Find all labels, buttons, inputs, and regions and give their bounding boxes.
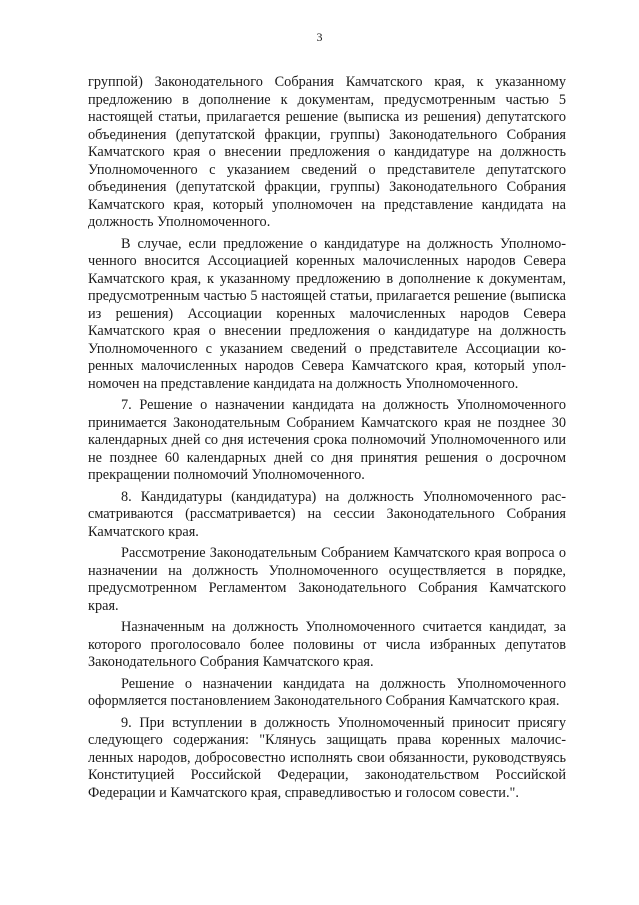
paragraph-resolution: Решение о назначении кандидата на должность Уполномоченного оформляется постановлением Законодательного Собрания Камчатского края. <box>88 675 566 709</box>
document-body <box>88 74 566 806</box>
paragraph-association: В случае, если предложение о кандидатуре на должность Уполномоченного вносится Ассоциацией коренных малочисленных народов Севера Камчатского края, к указанному предложению в дополнение к документам, предусмотренным частью 5 настоящей статьи, прилагается решение (выписка из решения) Ассоциации коренных малочисленных народов Севера Камчатского края о внесении предложения о кандидатуре на должность Уполномоченного с указанием сведений о представителе Ассоциации коренных малочисленных народов Севера Камчатского края, который уполномочен на представление кандидата на должность Уполномоченного. <box>88 235 566 392</box>
paragraph-item-8: 8. Кандидатуры (кандидатура) на должность Уполномоченного рассматриваются (рассматривается) на сессии Законодательного Собрания Камчатского края. <box>88 488 566 540</box>
paragraph-appointed: Назначенным на должность Уполномоченного считается кандидат, за которого проголосовало более половины от числа избранных депутатов Законодательного Собрания Камчатского края. <box>88 619 566 670</box>
paragraph-consideration: Рассмотрение Законодательным Собранием Камчатского края вопроса о назначении на должность Уполномоченного осуществляется в порядке, предусмотренном Регламентом Законодательного Собрания Камчатского края. <box>88 545 566 614</box>
paragraph-item-9: 9. При вступлении в должность Уполномоченный приносит присягу следующего содержания: "Клянусь защищать права коренных малочисленных народов, добросовестно исполнять свои обязанности, руководствуясь Конституцией Российской Федерации, законодательством Российской Федерации и Камчатского края, справедливостью и голосом совести.". <box>88 714 566 801</box>
paragraph-continuation: группой) Законодательного Собрания Камчатского края, к указанному предложению в дополнение к документам, предусмотренным частью 5 настоящей статьи, прилагается решение (выписка из решения) депутатского объединения (депутатской фракции, группы) Законодательного Собрания Камчатского края о внесении предложения о кандидатуре на должность Уполномоченного с указанием сведений о представителе депутатского объединения (депутатской фракции, группы) Законодательного Собрания Камчатского края, который уполномочен на представление кандидата на должность Уполномоченного. <box>88 74 566 230</box>
page-number: 3 <box>316 30 323 44</box>
paragraph-item-7: 7. Решение о назначении кандидата на должность Уполномоченного принимается Законодательным Собранием Камчатского края не позднее 30 календарных дней со дня истечения срока полномочий Уполномоченного или не позднее 60 календарных дней со дня принятия решения о досрочном прекращении полномочий Уполномоченного. <box>88 397 566 483</box>
